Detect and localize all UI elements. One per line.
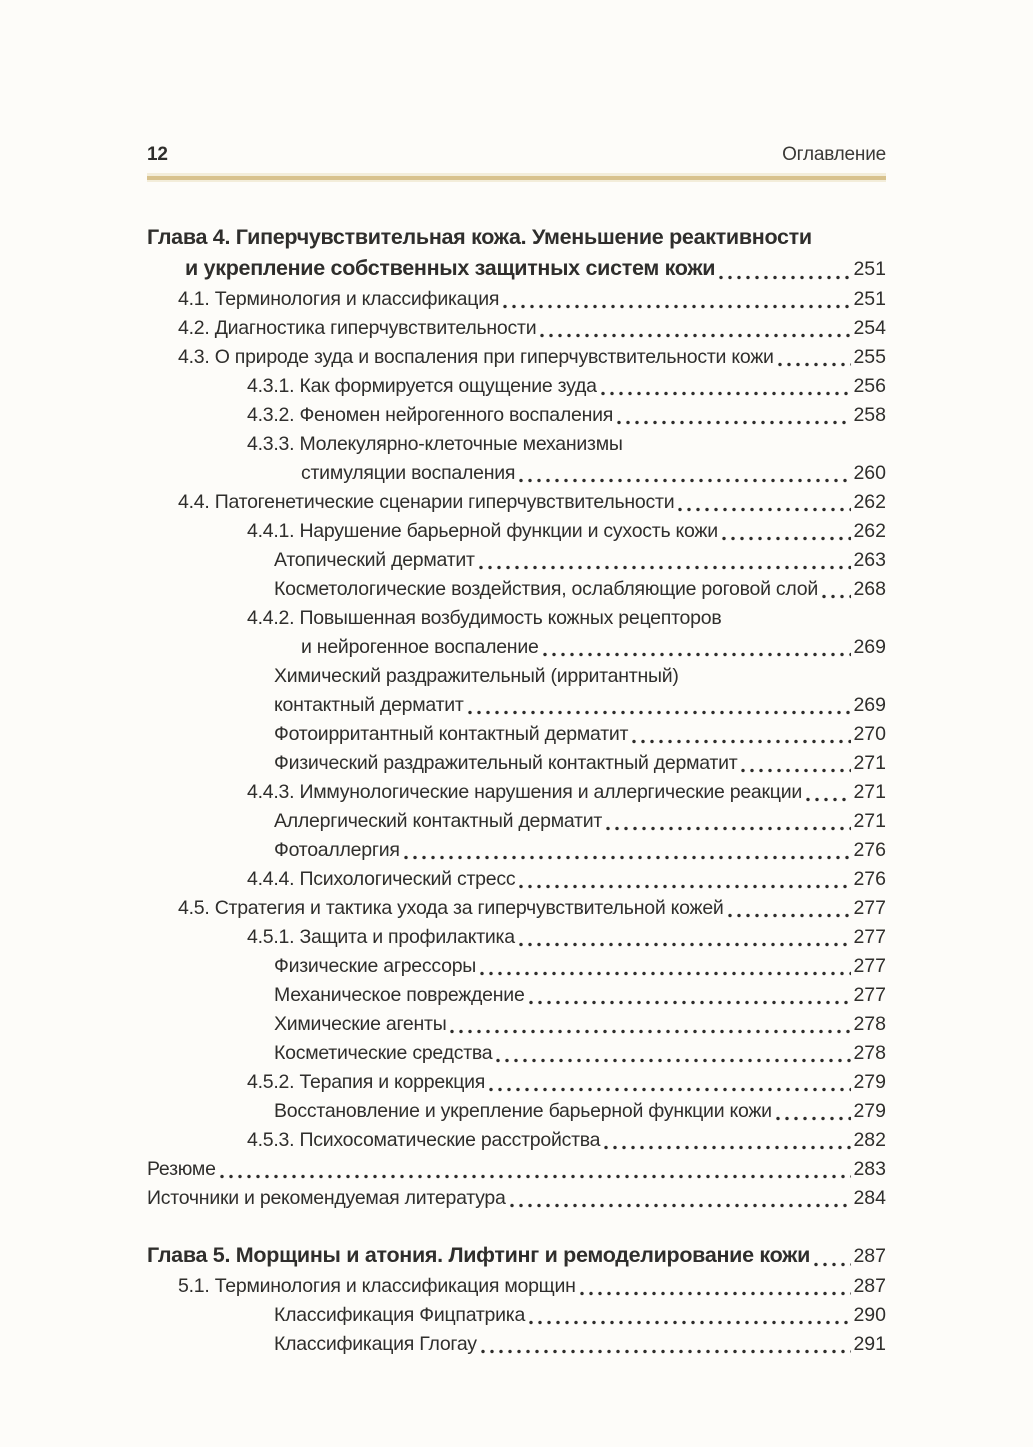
toc-entry-page: 254 bbox=[853, 317, 886, 339]
toc-entry-text: Химические агенты bbox=[274, 1013, 447, 1035]
dot-leader bbox=[776, 1115, 852, 1122]
toc-entry bbox=[147, 1184, 886, 1213]
toc-entry-page: 256 bbox=[853, 375, 886, 397]
dot-leader bbox=[806, 796, 851, 803]
dot-leader bbox=[741, 767, 851, 774]
toc-entry-text: 4.3.1. Как формируется ощущение зуда bbox=[247, 375, 597, 397]
toc-entry bbox=[147, 575, 886, 604]
toc-entry-text: Глава 5. Морщины и атония. Лифтинг и ремоделирование кожи bbox=[147, 1243, 810, 1267]
toc-entry-page: 251 bbox=[853, 258, 886, 280]
page-content bbox=[147, 144, 886, 1359]
toc-entry-text: Источники и рекомендуемая литература bbox=[147, 1187, 506, 1209]
dot-leader bbox=[580, 1290, 852, 1297]
toc-entry-text: Химический раздражительный (ирритантный) bbox=[274, 665, 679, 687]
toc-entry bbox=[147, 459, 886, 488]
toc-entry-text: Резюме bbox=[147, 1158, 216, 1180]
dot-leader bbox=[604, 1144, 851, 1151]
toc-entry-page: 279 bbox=[853, 1071, 886, 1093]
toc-entry-text: 4.4.4. Психологический стресс bbox=[247, 868, 516, 890]
toc-entry-page: 283 bbox=[853, 1158, 886, 1180]
toc-entry-text: 4.3.3. Молекулярно-клеточные механизмы bbox=[247, 433, 623, 455]
toc-entry bbox=[147, 1272, 886, 1301]
toc-entry-page: 277 bbox=[853, 926, 886, 948]
dot-leader bbox=[822, 593, 851, 600]
toc-entry bbox=[147, 923, 886, 952]
toc-entry-page: 291 bbox=[853, 1333, 886, 1355]
toc-entry bbox=[147, 1097, 886, 1126]
toc-entry-page: 282 bbox=[853, 1129, 886, 1151]
dot-leader bbox=[722, 535, 852, 542]
dot-leader bbox=[404, 854, 852, 861]
dot-leader bbox=[479, 564, 852, 571]
toc-entry-page: 276 bbox=[853, 868, 886, 890]
toc-entry-text: Фотоаллергия bbox=[274, 839, 400, 861]
page-number: 12 bbox=[147, 144, 168, 165]
toc-entry-text: и укрепление собственных защитных систем кожи bbox=[185, 256, 716, 280]
toc-entry bbox=[147, 778, 886, 807]
dot-leader bbox=[778, 361, 852, 368]
dot-leader bbox=[719, 274, 851, 281]
toc-entry-text: контактный дерматит bbox=[274, 694, 464, 716]
toc-entry-page: 269 bbox=[853, 694, 886, 716]
toc-entry bbox=[147, 1068, 886, 1097]
toc-entry-text: и нейрогенное воспаление bbox=[301, 636, 539, 658]
toc-entry-page: 258 bbox=[853, 404, 886, 426]
toc-entry-page: 255 bbox=[853, 346, 886, 368]
toc-entry bbox=[147, 952, 886, 981]
toc-entry-text: Косметологические воздействия, ослабляющие роговой слой bbox=[274, 578, 819, 600]
dot-leader bbox=[468, 709, 852, 716]
toc-entry-page: 270 bbox=[853, 723, 886, 745]
dot-leader bbox=[678, 506, 851, 513]
toc-entry-text: Механическое повреждение bbox=[274, 984, 525, 1006]
dot-leader bbox=[601, 390, 852, 397]
toc-entry bbox=[147, 314, 886, 343]
dot-leader bbox=[606, 825, 851, 832]
header-rule bbox=[147, 173, 886, 182]
toc-entry-page: 279 bbox=[853, 1100, 886, 1122]
toc-entry-page: 287 bbox=[853, 1245, 886, 1267]
toc-entry bbox=[147, 401, 886, 430]
toc-entry-page: 277 bbox=[853, 955, 886, 977]
toc-entry bbox=[147, 604, 886, 633]
toc-entry-text: Физические агрессоры bbox=[274, 955, 477, 977]
toc-entry bbox=[147, 517, 886, 546]
toc-entry bbox=[147, 691, 886, 720]
toc-entry-text: 4.2. Диагностика гиперчувствительности bbox=[178, 317, 537, 339]
toc-entry bbox=[147, 343, 886, 372]
toc-entry-text: 4.5.1. Защита и профилактика bbox=[247, 926, 515, 948]
toc-entry bbox=[147, 430, 886, 459]
toc-entry bbox=[147, 865, 886, 894]
toc-entry bbox=[147, 253, 886, 285]
toc-entry-text: 4.5. Стратегия и тактика ухода за гиперчувствительной кожей bbox=[178, 897, 724, 919]
dot-leader bbox=[481, 1348, 852, 1355]
toc-entry bbox=[147, 836, 886, 865]
toc-entry-text: 5.1. Терминология и классификация морщин bbox=[178, 1275, 576, 1297]
toc-entry-text: Аллергический контактный дерматит bbox=[274, 810, 603, 832]
toc-entry-page: 269 bbox=[853, 636, 886, 658]
toc-entry-page: 287 bbox=[853, 1275, 886, 1297]
toc-entry-text: 4.4. Патогенетические сценарии гиперчувствительности bbox=[178, 491, 675, 513]
toc-entry-text: 4.1. Терминология и классификация bbox=[178, 288, 500, 310]
toc-entry bbox=[147, 720, 886, 749]
toc-entry-text: Восстановление и укрепление барьерной функции кожи bbox=[274, 1100, 772, 1122]
toc-entry-text: 4.4.3. Иммунологические нарушения и аллергические реакции bbox=[247, 781, 803, 803]
toc-entry bbox=[147, 1155, 886, 1184]
toc-entry bbox=[147, 894, 886, 923]
toc-entry-text: Физический раздражительный контактный дерматит bbox=[274, 752, 738, 774]
toc-entry-page: 271 bbox=[853, 810, 886, 832]
toc-entry-page: 277 bbox=[853, 897, 886, 919]
dot-leader bbox=[543, 651, 852, 658]
dot-leader bbox=[519, 477, 851, 484]
dot-leader bbox=[489, 1086, 851, 1093]
toc-entry-text: 4.5.3. Психосоматические расстройства bbox=[247, 1129, 601, 1151]
toc-entry-page: 271 bbox=[853, 752, 886, 774]
toc-entry bbox=[147, 1010, 886, 1039]
toc-entry bbox=[147, 1330, 886, 1359]
dot-leader bbox=[450, 1028, 851, 1035]
dot-leader bbox=[728, 912, 852, 919]
table-of-contents bbox=[147, 222, 886, 1359]
dot-leader bbox=[529, 999, 852, 1006]
toc-entry bbox=[147, 222, 886, 253]
toc-entry-page: 290 bbox=[853, 1304, 886, 1326]
toc-entry-text: 4.4.2. Повышенная возбудимость кожных рецепторов bbox=[247, 607, 722, 629]
toc-entry bbox=[147, 372, 886, 401]
toc-entry bbox=[147, 749, 886, 778]
dot-leader bbox=[519, 883, 851, 890]
dot-leader bbox=[617, 419, 851, 426]
toc-entry-text: Фотоирритантный контактный дерматит bbox=[274, 723, 629, 745]
toc-entry bbox=[147, 488, 886, 517]
toc-entry bbox=[147, 633, 886, 662]
toc-entry-text: Атопический дерматит bbox=[274, 549, 475, 571]
toc-entry-page: 271 bbox=[853, 781, 886, 803]
toc-entry bbox=[147, 546, 886, 575]
toc-entry-page: 260 bbox=[853, 462, 886, 484]
toc-entry bbox=[147, 285, 886, 314]
toc-entry-page: 284 bbox=[853, 1187, 886, 1209]
toc-entry bbox=[147, 981, 886, 1010]
toc-entry bbox=[147, 1301, 886, 1330]
toc-entry-page: 276 bbox=[853, 839, 886, 861]
toc-entry-text: Классификация Глогау bbox=[274, 1333, 477, 1355]
dot-leader bbox=[510, 1202, 852, 1209]
toc-entry-page: 251 bbox=[853, 288, 886, 310]
toc-entry-text: Классификация Фицпатрика bbox=[274, 1304, 526, 1326]
dot-leader bbox=[632, 738, 851, 745]
toc-entry bbox=[147, 1039, 886, 1068]
toc-entry bbox=[147, 662, 886, 691]
toc-entry-text: 4.3. О природе зуда и воспаления при гиперчувствительности кожи bbox=[178, 346, 774, 368]
toc-entry-page: 277 bbox=[853, 984, 886, 1006]
toc-entry-page: 278 bbox=[853, 1042, 886, 1064]
dot-leader bbox=[220, 1173, 852, 1180]
toc-entry-page: 262 bbox=[853, 520, 886, 542]
dot-leader bbox=[519, 941, 852, 948]
toc-entry-text: стимуляции воспаления bbox=[301, 462, 516, 484]
toc-entry-page: 278 bbox=[853, 1013, 886, 1035]
toc-entry bbox=[147, 807, 886, 836]
dot-leader bbox=[540, 332, 851, 339]
toc-entry-text: 4.5.2. Терапия и коррекция bbox=[247, 1071, 486, 1093]
toc-entry bbox=[147, 1126, 886, 1155]
running-header-title: Оглавление bbox=[782, 144, 886, 165]
dot-leader bbox=[480, 970, 851, 977]
toc-entry-page: 262 bbox=[853, 491, 886, 513]
toc-entry-page: 263 bbox=[853, 549, 886, 571]
toc-entry-text: Глава 4. Гиперчувствительная кожа. Уменьшение реактивности bbox=[147, 225, 812, 249]
toc-entry-text: Косметические средства bbox=[274, 1042, 493, 1064]
dot-leader bbox=[529, 1319, 851, 1326]
running-header bbox=[147, 144, 886, 166]
dot-leader bbox=[496, 1057, 851, 1064]
dot-leader bbox=[503, 303, 851, 310]
toc-entry bbox=[147, 1240, 886, 1272]
toc-entry-text: 4.4.1. Нарушение барьерной функции и сухость кожи bbox=[247, 520, 718, 542]
toc-entry-text: 4.3.2. Феномен нейрогенного воспаления bbox=[247, 404, 614, 426]
toc-entry-page: 268 bbox=[853, 578, 886, 600]
dot-leader bbox=[814, 1261, 851, 1268]
